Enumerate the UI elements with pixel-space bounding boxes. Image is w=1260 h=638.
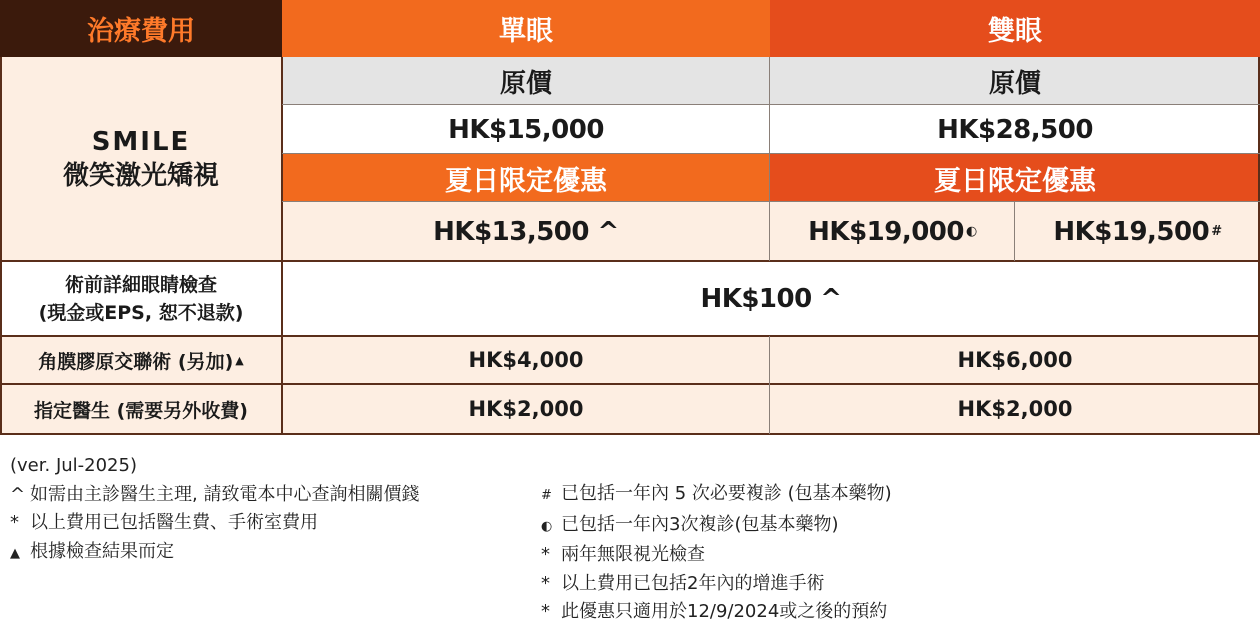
- pre-exam-price-cell: [282, 261, 1260, 336]
- note-item: [541, 480, 892, 511]
- crosslinking-label-cell: [0, 336, 282, 384]
- divider-col-mid-top: [769, 57, 770, 261]
- half-circle-icon: ◐: [966, 224, 977, 239]
- divider-original-price: [282, 153, 1260, 154]
- doctor-single-cell: [282, 384, 770, 434]
- half-circle-icon: ◐: [541, 518, 553, 534]
- notes-left: [10, 452, 419, 568]
- promo-label-single: [282, 154, 770, 202]
- smile-title-en: SMILE: [91, 127, 191, 157]
- header-single-label: 單眼: [499, 16, 553, 47]
- hash-icon: #: [1211, 224, 1222, 239]
- original-price-both: [770, 105, 1260, 154]
- asterisk-icon: *: [541, 601, 550, 622]
- crosslinking-both-text: HK$6,000: [957, 348, 1073, 372]
- promo-price-text: HK$19,500: [1053, 216, 1210, 247]
- header-fee-cell: [0, 0, 282, 57]
- divider-promo: [282, 201, 1260, 202]
- note-item: [10, 509, 419, 538]
- crosslinking-single-text: HK$4,000: [468, 348, 584, 372]
- caret-icon: ^: [10, 483, 26, 505]
- note-text: 此優惠只適用於12/9/2024或之後的預約: [561, 601, 888, 622]
- notes-right: [541, 480, 892, 627]
- doctor-single-text: HK$2,000: [468, 397, 584, 421]
- pre-exam-label-line2: (現金或EPS, 恕不退款): [38, 301, 244, 324]
- version-text: (ver. Jul-2025): [10, 455, 137, 476]
- header-both-cell: [770, 0, 1260, 57]
- note-text: 以上費用已包括醫生費、手術室費用: [30, 512, 318, 533]
- header-fee-label: 治療費用: [87, 16, 195, 47]
- border-bottom: [0, 433, 1260, 435]
- crosslinking-single-cell: [282, 336, 770, 384]
- note-item: [541, 570, 892, 599]
- note-text: 以上費用已包括2年內的增進手術: [561, 572, 825, 594]
- divider-col-mid-bottom: [769, 336, 770, 434]
- pre-exam-price-text: HK$100 ^: [700, 283, 842, 314]
- smile-title-zh: 微笑激光矯視: [62, 161, 219, 191]
- original-label-single: [282, 57, 770, 105]
- original-price-text: HK$28,500: [937, 114, 1093, 145]
- triangle-icon: ▲: [10, 545, 20, 561]
- crosslinking-label-text: 角膜膠原交聯術 (另加): [38, 350, 234, 373]
- original-label-text: 原價: [499, 68, 552, 99]
- original-label-text: 原價: [988, 68, 1041, 99]
- promo-label-both: [770, 154, 1260, 202]
- divider-original: [282, 104, 1260, 105]
- border-col1: [281, 57, 283, 435]
- header-single-cell: [282, 0, 770, 57]
- smile-label-cell: [0, 57, 282, 261]
- note-text: 已包括一年內 5 次必要複診 (包基本藥物): [561, 483, 892, 504]
- doctor-both-cell: [770, 384, 1260, 434]
- original-price-single: [282, 105, 770, 154]
- asterisk-icon: *: [541, 572, 550, 594]
- note-text: 已包括一年內3次複診(包基本藥物): [561, 513, 839, 535]
- doctor-label-cell: [0, 384, 282, 434]
- border-left: [0, 57, 2, 435]
- original-price-text: HK$15,000: [448, 114, 604, 145]
- header-both-label: 雙眼: [988, 16, 1042, 47]
- promo-price-text: HK$19,000: [808, 216, 964, 247]
- border-row-doctor: [0, 383, 1260, 385]
- note-item: [10, 538, 419, 569]
- note-text: 根據檢查結果而定: [30, 540, 174, 562]
- original-label-both: [770, 57, 1260, 105]
- promo-price-text: HK$13,500 ^: [433, 216, 619, 247]
- note-item: [541, 511, 892, 542]
- hash-icon: #: [541, 488, 552, 503]
- note-text: 如需由主診醫生主理, 請致電本中心查詢相關價錢: [30, 483, 420, 505]
- pre-exam-label-line1: 術前詳細眼睛檢查: [64, 273, 217, 296]
- triangle-icon: ▲: [235, 353, 244, 367]
- promo-price-both-b: [1015, 202, 1260, 261]
- note-text: 兩年無限視光檢查: [561, 544, 705, 565]
- doctor-label-text: 指定醫生 (需要另外收費): [34, 399, 248, 422]
- doctor-both-text: HK$2,000: [957, 397, 1073, 421]
- note-item: [10, 481, 419, 510]
- promo-label-text: 夏日限定優惠: [445, 165, 607, 197]
- promo-price-both-a: [770, 202, 1015, 261]
- promo-price-single: [282, 202, 770, 261]
- asterisk-icon: *: [10, 512, 19, 533]
- note-item: [541, 598, 892, 627]
- promo-label-text: 夏日限定優惠: [934, 165, 1096, 197]
- note-item: [541, 541, 892, 570]
- asterisk-icon: *: [541, 544, 550, 565]
- border-row-pre: [0, 260, 1260, 262]
- border-row-cross: [0, 335, 1260, 337]
- pre-exam-label-cell: [0, 261, 282, 336]
- crosslinking-both-cell: [770, 336, 1260, 384]
- divider-col-promo: [1014, 202, 1015, 261]
